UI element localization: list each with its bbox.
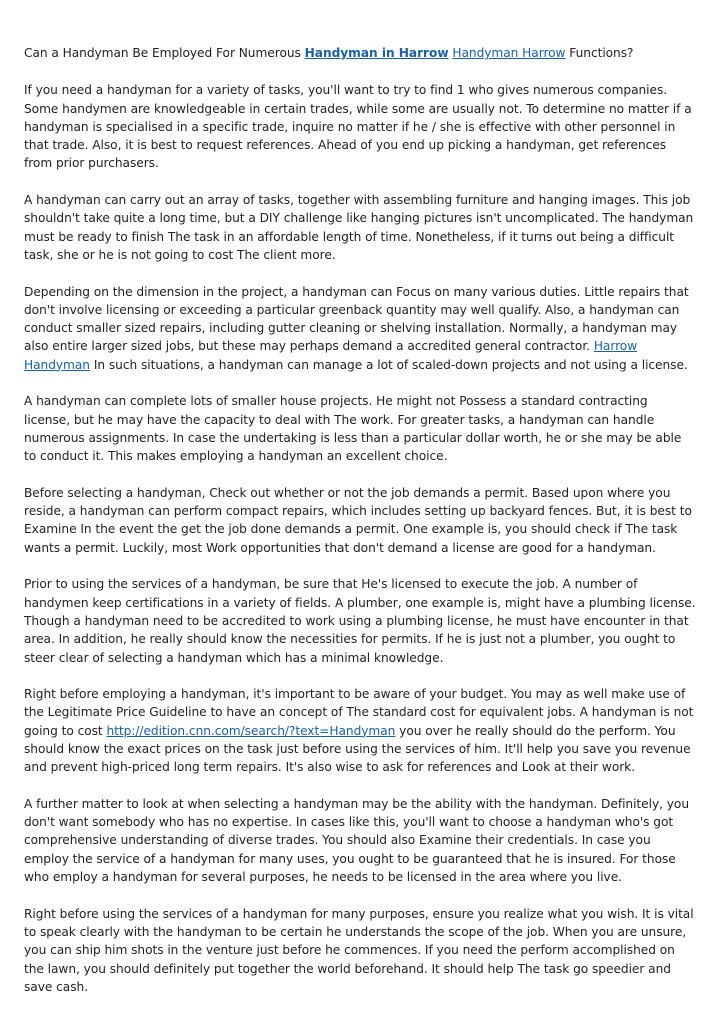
paragraph-2: A handyman can carry out an array of tasks, together with assembling furniture and hanging images. This job shouldn't take quite a long time, but a DIY challenge like hanging pictures isn't uncomplicated. The handyman must be ready to finish The task in an affordable length of time. Nonetheless, if it turns out being a difficult task, she or he is not going to cost The client more. bbox=[24, 193, 694, 262]
paragraph-9: Right before using the services of a handyman for many purposes, ensure you realize what you wish. It is vital to speak clearly with the handyman to be certain he understands the scope of the job. When you are unsure, you can ship him shots in the venture just before he commences. If you need the perform accomplished on the lawn, you should definitely put together the world beforehand. It should help The task go speedier and save cash. bbox=[24, 906, 694, 994]
cnn-search-link[interactable]: http://edition.cnn.com/search/?text=Handyman bbox=[106, 723, 396, 738]
paragraph-4: A handyman can complete lots of smaller house projects. He might not Possess a standard contracting license, but he may have the capacity to deal with The work. For greater tasks, a handyman can handle numerous assignments. In case the undertaking is less than a particular dollar worth, he or she may be able to conduct it. This makes employing a handyman an excellent choice. bbox=[24, 394, 682, 464]
handyman-harrow-link[interactable]: Handyman Harrow bbox=[452, 46, 566, 60]
title-prefix: Can a Handyman Be Employed For Numerous bbox=[24, 46, 301, 60]
paragraph-7-text-before: Right before employing a handyman, it's important to be aware of your budget. You may as well make use of the Legitimate Price Guideline to have an concept of The standard cost for equivalent jobs. A handyman is not going to cost bbox=[24, 687, 694, 738]
paragraph-8: A further matter to look at when selecting a handyman may be the ability with the handyman. Definitely, you don't want somebody who has no expertise. In cases like this, you'll want to choose a handyman who's got comprehensive understanding of diverse trades. You should also Examine their credentials. In case you employ the service of a handyman for many uses, you ought to be guaranteed that he is insured. For those who employ a handyman for several purposes, he needs to be licensed in the area where you live. bbox=[24, 796, 689, 885]
title-suffix: Functions? bbox=[569, 46, 634, 60]
paragraph-7 bbox=[24, 685, 696, 776]
paragraph-1: If you need a handyman for a variety of tasks, you'll want to try to find 1 who gives numerous companies. Some handymen are knowledgeable in certain trades, while some are usually not. To determine no matter if a handyman is specialised in a specific trade, inquire no matter if he / she is effective with other personnel in that trade. Also, it is best to request references. Ahead of you end up picking a handyman, get references from prior purchasers. bbox=[24, 83, 692, 171]
paragraph-5: Before selecting a handyman, Check out whether or not the job demands a permit. Based upon where you reside, a handyman can perform compact repairs, which includes setting up backyard fences. But, it is best to Examine In the event the get the job done demands a permit. One example is, you should check if The task wants a permit. Luckily, most Work opportunities that don't demand a license are good for a handyman. bbox=[24, 485, 692, 555]
paragraph-3 bbox=[24, 283, 696, 374]
paragraph-7-text-after: you over he really should do the perform. You should know the exact prices on the task just before using the services of him. It'll help you save you revenue and prevent high-priced long term repairs. It's also wise to ask for references and Look at their work. bbox=[24, 723, 691, 775]
paragraph-3-text-after: In such situations, a handyman can manage a lot of scaled-down projects and not using a license. bbox=[93, 357, 688, 372]
paragraph-3-text-before: Depending on the dimension in the project, a handyman can Focus on many various duties. Little repairs that don't involve licensing or exceeding a particular greenback quantity may well qualify. Also, a handyman can conduct smaller sized repairs, including gutter cleaning or shelving installation. Normally, a handyman may also entire larger sized jobs, but these may perhaps demand a accredited general contractor. bbox=[24, 284, 689, 354]
page-title bbox=[24, 44, 696, 62]
harrow-handyman-link[interactable]: Harrow Handyman bbox=[24, 339, 638, 372]
handyman-in-harrow-link[interactable]: Handyman in Harrow bbox=[304, 46, 449, 60]
paragraph-6: Prior to using the services of a handyman, be sure that He's licensed to execute the job. A number of handymen keep certifications in a variety of fields. A plumber, one example is, might have a plumbing license. Though a handyman need to be accredited to work using a plumbing license, he must have encounter in that area. In addition, he really should know the necessities for permits. If he is just not a plumber, you ought to steer clear of selecting a handyman which has a minimal knowledge. bbox=[24, 577, 696, 665]
